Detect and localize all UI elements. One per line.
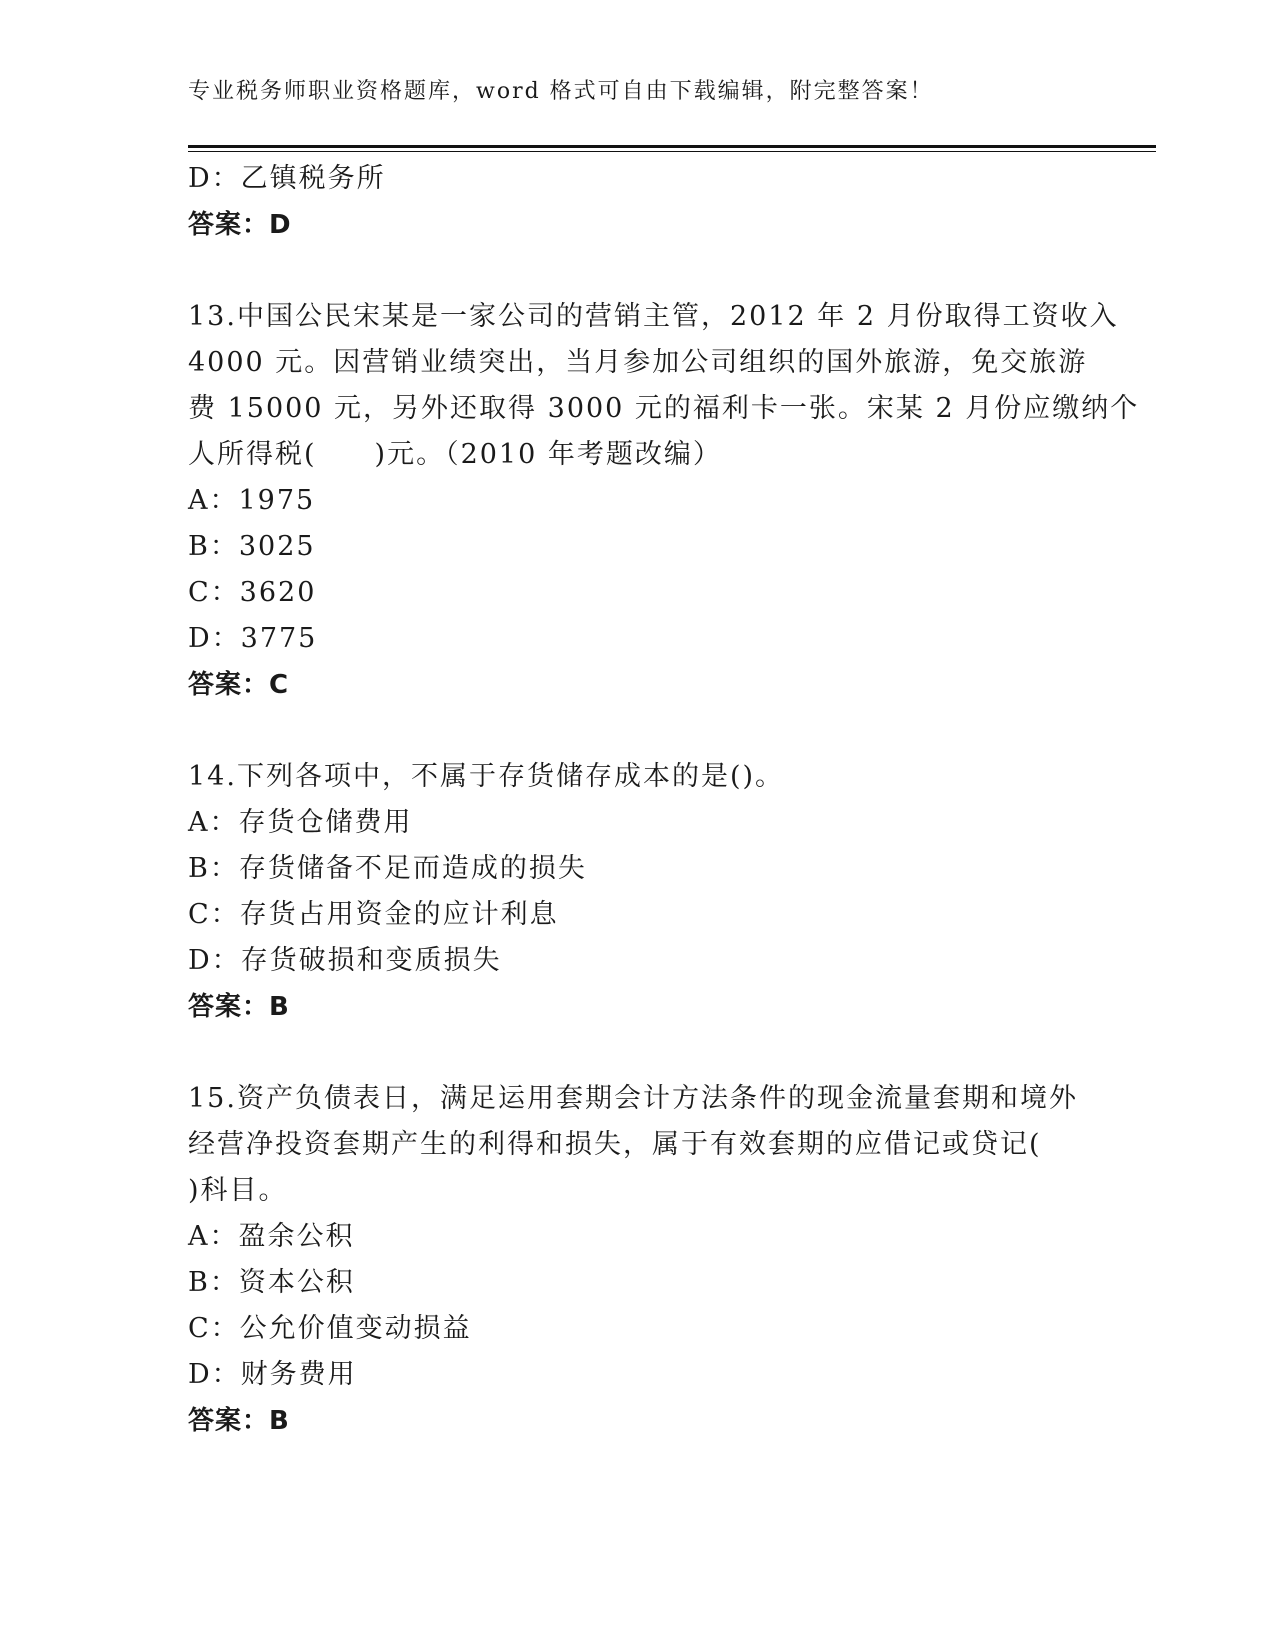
question-text-line: 14.下列各项中，不属于存货储存成本的是()。 xyxy=(188,761,785,792)
header-rule-thin xyxy=(188,151,1156,152)
answer: 答案：B xyxy=(188,1406,290,1436)
page-header: 专业税务师职业资格题库，word 格式可自由下载编辑，附完整答案！ xyxy=(188,79,934,104)
option-b: B：3025 xyxy=(188,531,316,562)
question-15 xyxy=(188,1076,1088,1444)
question-text-line: 费 15000 元，另外还取得 3000 元的福利卡一张。宋某 2 月份应缴纳个 xyxy=(188,393,1140,424)
answer: 答案：C xyxy=(188,670,290,700)
question-text-line: 人所得税( )元。（2010 年考题改编） xyxy=(188,439,722,470)
option-a: A：1975 xyxy=(188,485,316,516)
question-text-line: 经营净投资套期产生的利得和损失，属于有效套期的应借记或贷记( xyxy=(188,1129,1042,1160)
option-a: A：存货仓储费用 xyxy=(188,807,413,838)
answer: 答案：D xyxy=(188,210,292,240)
question-13 xyxy=(188,294,1140,708)
question-text-line: 4000 元。因营销业绩突出，当月参加公司组织的国外旅游，免交旅游 xyxy=(188,347,1088,378)
option-b: B：资本公积 xyxy=(188,1267,355,1298)
option-d: D：乙镇税务所 xyxy=(188,163,386,194)
answer: 答案：B xyxy=(188,992,290,1022)
question-text-line: 13.中国公民宋某是一家公司的营销主管，2012 年 2 月份取得工资收入 xyxy=(188,301,1119,332)
option-a: A：盈余公积 xyxy=(188,1221,355,1252)
option-b: B：存货储备不足而造成的损失 xyxy=(188,853,587,884)
option-d: D：财务费用 xyxy=(188,1359,357,1390)
question-text-line: )科目。 xyxy=(188,1175,288,1206)
option-c: C：存货占用资金的应计利息 xyxy=(188,899,559,930)
question-text-line: 15.资产负债表日，满足运用套期会计方法条件的现金流量套期和境外 xyxy=(188,1083,1078,1114)
option-c: C：3620 xyxy=(188,577,317,608)
header-rule-thick xyxy=(188,145,1156,148)
question-content xyxy=(188,156,1140,1444)
question-14 xyxy=(188,754,1088,1030)
option-d: D：3775 xyxy=(188,623,318,654)
option-c: C：公允价值变动损益 xyxy=(188,1313,472,1344)
option-d: D：存货破损和变质损失 xyxy=(188,945,502,976)
